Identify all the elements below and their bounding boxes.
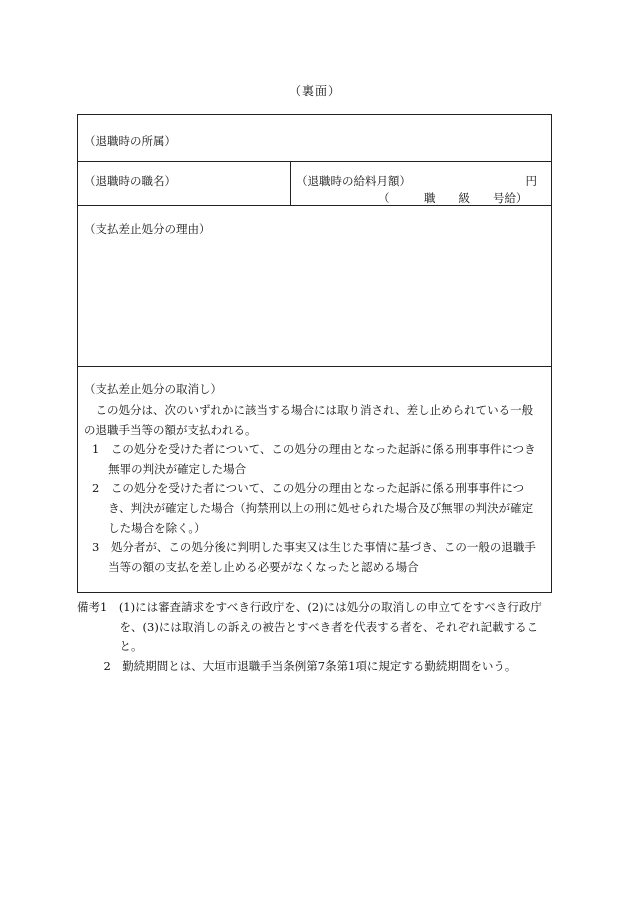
page-title: （裏面） xyxy=(288,84,341,98)
cancellation-lead: この処分は、次のいずれかに該当する場合には取り消され、差し止められている一般の退職手当等の額が支払われる。 xyxy=(84,403,534,437)
form-table xyxy=(77,114,552,593)
remark-1: 備考1 (1)には審査請求をすべき行政庁を、(2)には処分の取消しの申立てをすべき行政庁を、(3)には取消しの訴えの被告とすべき者を代表する者を、それぞれ記載すること。 xyxy=(77,600,542,653)
affiliation-row xyxy=(78,115,551,162)
position-label: （退職時の職名） xyxy=(84,174,176,188)
remarks xyxy=(77,598,557,676)
grade-line: （ 職 級 号給） xyxy=(378,191,528,205)
yen-unit: 円 xyxy=(525,174,537,188)
cancellation-item: 3 処分者が、この処分後に判明した事実又は生じた事情に基づき、この一般の退職手当等の額の支払を差し止める必要がなくなったと認める場合 xyxy=(92,540,536,574)
cancellation-item: 2 この処分を受けた者について、この処分の理由となった起訴に係る刑事事件につき、判決が確定した場合（拘禁刑以上の刑に処せられた場合及び無罪の判決が確定した場合を除く。） xyxy=(92,481,534,535)
reason-label: （支払差止処分の理由） xyxy=(84,222,211,236)
salary-label: （退職時の給料月額） xyxy=(296,174,411,188)
position-salary-row xyxy=(78,162,551,206)
cancellation-heading: （支払差止処分の取消し） xyxy=(84,382,222,396)
cancellation-row xyxy=(78,367,551,592)
cell-divider xyxy=(290,162,291,205)
affiliation-label: （退職時の所属） xyxy=(84,134,176,148)
remark-2: 2 勤続期間とは、大垣市退職手当条例第7条第1項に規定する勤続期間をいう。 xyxy=(103,658,517,673)
cancellation-item: 1 この処分を受けた者について、この処分の理由となった起訴に係る刑事事件につき無罪の判決が確定した場合 xyxy=(92,442,536,476)
cancellation-body xyxy=(84,401,544,577)
reason-row xyxy=(78,206,551,367)
